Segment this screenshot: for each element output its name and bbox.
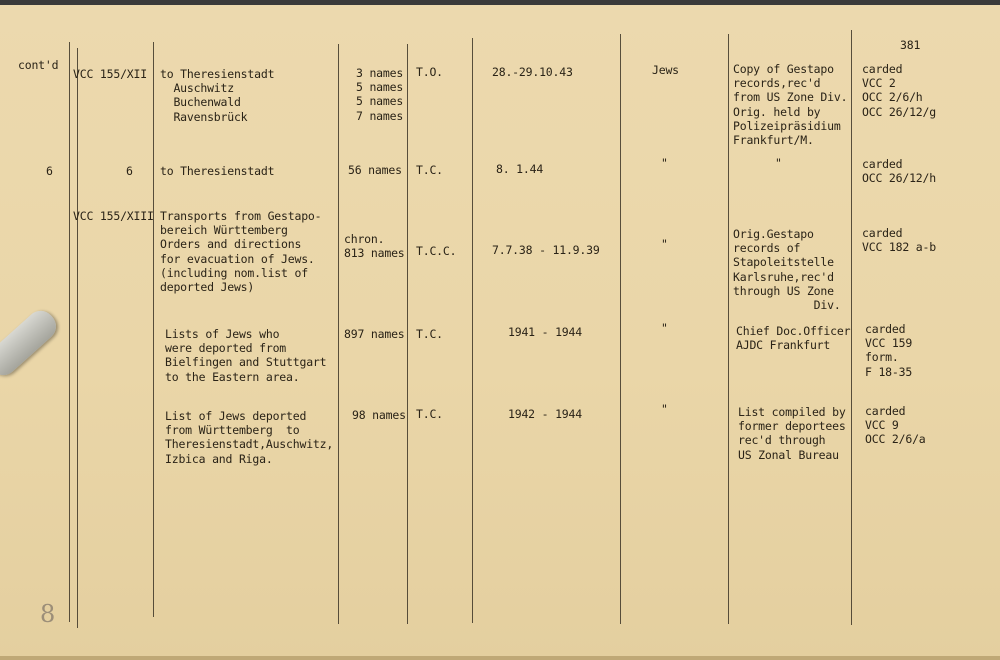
record-name-count: 897 names (344, 327, 405, 341)
record-status: carded VCC 9 OCC 2/6/a (865, 404, 926, 447)
record-type: T.C. (416, 163, 443, 177)
record-dates: 7.7.38 - 11.9.39 (492, 243, 600, 257)
pencil-mark: 8 (40, 600, 56, 628)
record-source: Chief Doc.Officer AJDC Frankfurt (736, 324, 851, 353)
record-name-count: 3 names 5 names 5 names 7 names (356, 66, 404, 123)
record-description: to Theresienstadt Auschwitz Buchenwald Ravensbrück (160, 67, 275, 124)
record-reference: 6 (126, 164, 133, 178)
record-type: T.C.C. (416, 244, 457, 258)
record-status: carded OCC 26/12/h (862, 157, 936, 186)
record-description: to Theresienstadt (160, 164, 275, 178)
record-dates: 1942 - 1944 (508, 407, 582, 421)
record-dates: 1941 - 1944 (508, 325, 582, 339)
column-rule (620, 34, 621, 624)
record-type: T.C. (416, 407, 443, 421)
record-source: Copy of Gestapo records,rec'd from US Zone Div. Orig. held by Polizeipräsidium Frankfurt/M. (733, 62, 848, 148)
record-category: " (661, 156, 668, 170)
record-description: Lists of Jews who were deported from Bielfingen and Stuttgart to the Eastern area. (165, 327, 327, 384)
record-status: carded VCC 159 form. F 18-35 (865, 322, 913, 379)
record-name-count: 56 names (348, 163, 402, 177)
column-rule (407, 44, 408, 624)
record-reference: VCC 155/XII (73, 67, 147, 81)
record-name-count: chron. 813 names (344, 232, 405, 261)
record-category: " (661, 321, 668, 335)
record-source: " (775, 156, 782, 170)
record-dates: 8. 1.44 (496, 162, 544, 176)
record-status: carded VCC 182 a-b (862, 226, 936, 255)
scan-bottom-edge (0, 656, 1000, 660)
column-rule (851, 30, 852, 625)
record-type: T.C. (416, 327, 443, 341)
record-reference: VCC 155/XIII (73, 209, 154, 223)
record-source: List compiled by former deportees rec'd through US Zonal Bureau (738, 405, 846, 462)
column-rule (338, 44, 339, 624)
continued-note: cont'd (18, 58, 59, 72)
scan-top-edge (0, 0, 1000, 5)
column-rule (153, 42, 154, 617)
column-rule (472, 38, 473, 623)
record-dates: 28.-29.10.43 (492, 65, 573, 79)
record-category: " (661, 402, 668, 416)
column-rule (728, 34, 729, 624)
record-status: carded VCC 2 OCC 2/6/h OCC 26/12/g (862, 62, 936, 119)
record-category: " (661, 237, 668, 251)
column-rule (77, 48, 78, 628)
record-type: T.O. (416, 65, 443, 79)
column-rule (69, 42, 70, 622)
record-category: Jews (652, 63, 679, 77)
page-number: 381 (900, 38, 921, 52)
record-description: Transports from Gestapo- bereich Württemberg Orders and directions for evacuation of Jews. (including nom.list of deported Jews) (160, 209, 322, 295)
binder-clip (0, 305, 62, 381)
record-description: List of Jews deported from Württemberg to Theresienstadt,Auschwitz, Izbica and Riga. (165, 409, 334, 466)
record-name-count: 98 names (352, 408, 406, 422)
record-number: 6 (46, 164, 53, 178)
record-source: Orig.Gestapo records of Stapoleitstelle Karlsruhe,rec'd through US Zone Div. (733, 227, 841, 313)
